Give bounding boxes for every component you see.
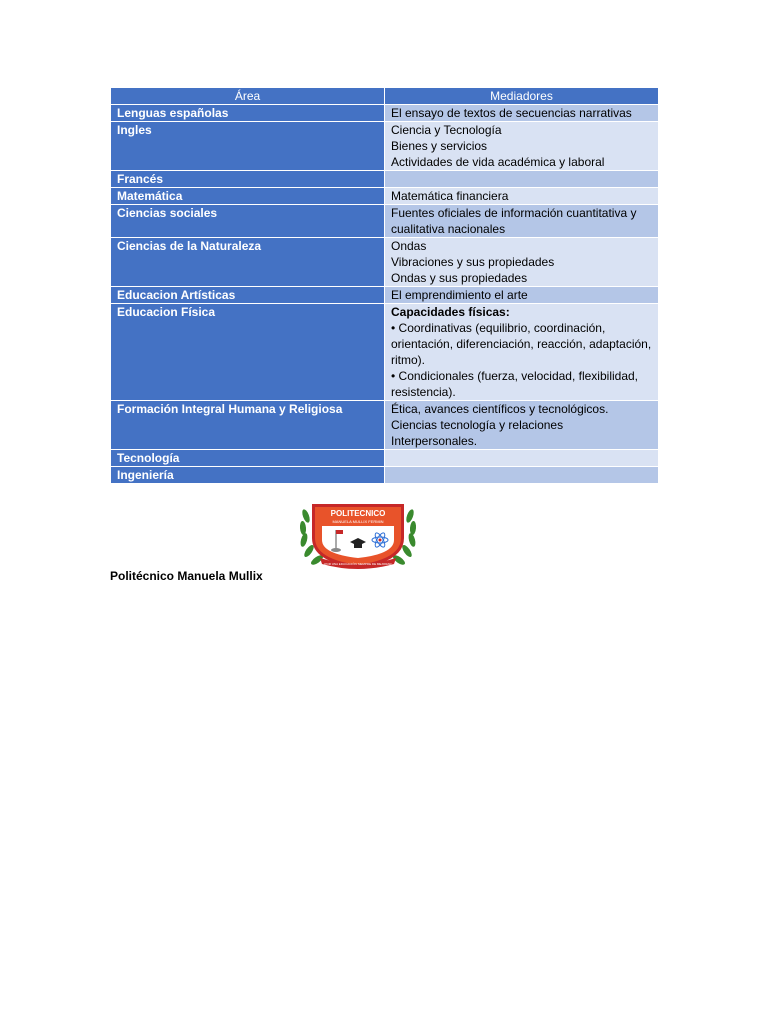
mediador-line: Ciencia y Tecnología: [391, 123, 502, 137]
table-header-row: [111, 88, 659, 105]
area-cell: Ingles: [111, 122, 385, 171]
mediadores-cell: [385, 467, 659, 484]
logo-motto: POR UNA EDUCACIÓN SIEMPRE DE MEJORAR: [324, 562, 392, 566]
mediadores-cell: [385, 122, 659, 171]
table-row: [111, 467, 659, 484]
area-cell: Matemática: [111, 188, 385, 205]
mediador-line: Matemática financiera: [391, 189, 509, 203]
area-cell: Francés: [111, 171, 385, 188]
logo-subtitle: MANUELA MULLIX FERMIN: [332, 519, 384, 524]
table-row: [111, 122, 659, 171]
table-row: [111, 238, 659, 287]
school-name-caption: Politécnico Manuela Mullix: [110, 569, 263, 583]
area-cell: Ciencias sociales: [111, 205, 385, 238]
table-row: [111, 401, 659, 450]
mediador-line: Ondas y sus propiedades: [391, 271, 528, 285]
area-cell: Tecnología: [111, 450, 385, 467]
area-cell: Ingeniería: [111, 467, 385, 484]
table-row: [111, 287, 659, 304]
mediador-line: Ética, avances científicos y tecnológicos.: [391, 402, 609, 416]
mediador-line: Fuentes oficiales de información cuantitativa y cualitativa nacionales: [391, 206, 637, 236]
table-row: [111, 450, 659, 467]
area-cell: Lenguas españolas: [111, 105, 385, 122]
mediadores-cell: [385, 401, 659, 450]
logo-title: POLITECNICO: [330, 509, 386, 518]
area-cell: Formación Integral Humana y Religiosa: [111, 401, 385, 450]
mediador-line: El ensayo de textos de secuencias narrativas: [391, 106, 632, 120]
mediador-line: • Coordinativas (equilibrio, coordinación, orientación, diferenciación, reacción, adaptación, ritmo).: [391, 321, 652, 367]
mediador-line: Capacidades físicas:: [391, 305, 510, 319]
areas-table: [110, 87, 659, 484]
mediador-line: Ciencias tecnología y relaciones Interpersonales.: [391, 418, 564, 448]
header-area: Área: [111, 88, 385, 105]
table-row: [111, 304, 659, 401]
table-row: [111, 105, 659, 122]
mediadores-cell: [385, 105, 659, 122]
school-logo: [298, 496, 418, 572]
mediador-line: Vibraciones y sus propiedades: [391, 255, 555, 269]
table-row: [111, 171, 659, 188]
mediadores-cell: [385, 188, 659, 205]
table-row: [111, 205, 659, 238]
header-mediadores: Mediadores: [385, 88, 659, 105]
mediadores-cell: [385, 205, 659, 238]
mediadores-cell: [385, 287, 659, 304]
table-row: [111, 188, 659, 205]
mediador-line: Ondas: [391, 239, 427, 253]
mediador-line: El emprendimiento el arte: [391, 288, 528, 302]
area-cell: Educacion Física: [111, 304, 385, 401]
mediadores-cell: [385, 450, 659, 467]
area-cell: Ciencias de la Naturaleza: [111, 238, 385, 287]
mediadores-cell: [385, 238, 659, 287]
mediador-line: • Condicionales (fuerza, velocidad, flexibilidad, resistencia).: [391, 369, 639, 399]
mediador-line: Actividades de vida académica y laboral: [391, 155, 605, 169]
mediador-line: Bienes y servicios: [391, 139, 488, 153]
mediadores-cell: [385, 171, 659, 188]
area-cell: Educacion Artísticas: [111, 287, 385, 304]
mediadores-cell: [385, 304, 659, 401]
